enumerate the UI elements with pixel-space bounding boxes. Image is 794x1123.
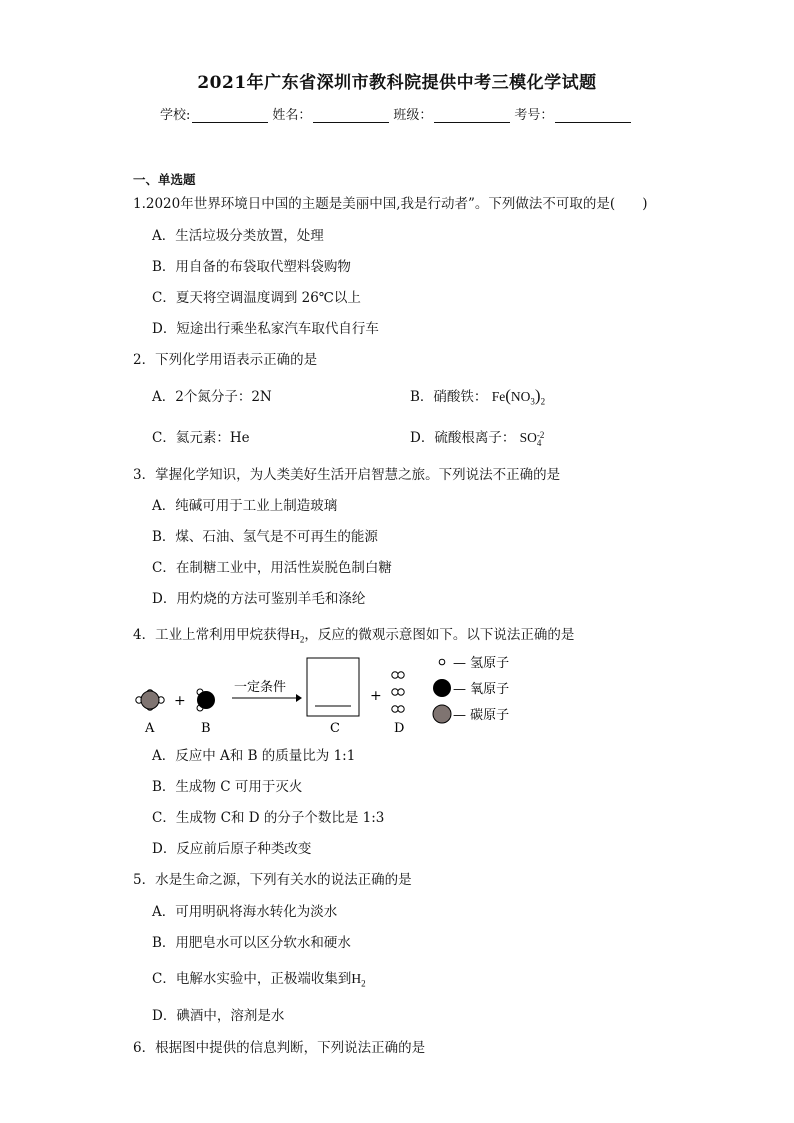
ferric-nitrate-formula: $Fe(NO_3)_2$ — [491, 386, 546, 407]
carbon-atom-icon — [433, 705, 451, 723]
name-field[interactable] — [272, 104, 389, 123]
class-field[interactable] — [393, 104, 510, 123]
school-label: 学校: — [160, 108, 191, 123]
name-blank[interactable] — [313, 108, 389, 123]
reaction-condition: 一定条件 — [234, 680, 287, 695]
plus-sign-1: + — [174, 693, 186, 709]
page-title: 2021年广东省深圳市教科院提供中考三模化学试题 — [197, 73, 597, 93]
molecule-b-water-icon — [197, 689, 215, 711]
q1-option-d[interactable]: D．短途出行乘坐私家汽车取代自行车 — [152, 321, 379, 337]
q3-option-d[interactable]: D．用灼烧的方法可鉴别羊毛和涤纶 — [152, 591, 366, 607]
q1-option-a[interactable]: A．生活垃圾分类放置，处理 — [152, 228, 324, 244]
q5-option-a[interactable]: A．可用明矾将海水转化为淡水 — [152, 904, 338, 920]
question-6-stem: 6．根据图中提供的信息判断，下列说法正确的是 — [133, 1040, 426, 1056]
q3-option-b[interactable]: B．煤、石油、氢气是不可再生的能源 — [152, 529, 378, 545]
q1-option-c[interactable]: C．夏天将空调温度调到 26℃以上 — [152, 290, 361, 306]
q2-option-d-label: D．硫酸根离子： — [410, 430, 516, 446]
sulfate-ion-formula: SO -2 4 — [519, 429, 545, 448]
molecule-d-hydrogen-icon — [392, 672, 404, 712]
exam-no-blank[interactable] — [555, 108, 631, 123]
class-blank[interactable] — [434, 108, 510, 123]
name-label: 姓名： — [272, 108, 312, 123]
school-blank[interactable] — [192, 108, 268, 123]
q4-option-d[interactable]: D．反应前后原子种类改变 — [152, 841, 312, 857]
legend — [433, 656, 509, 723]
exam-no-label: 考号： — [514, 108, 554, 123]
plus-sign-2: + — [370, 688, 382, 704]
label-c: C — [330, 721, 340, 736]
class-label: 班级： — [393, 108, 433, 123]
q2-option-b[interactable] — [410, 385, 545, 407]
hydrogen-atom-icon — [439, 659, 445, 665]
product-c-box — [307, 658, 359, 716]
section-heading: 一、单选题 — [133, 172, 196, 187]
q4-option-a[interactable]: A．反应中 A和 B 的质量比为 1:1 — [152, 748, 356, 764]
exam-no-field[interactable] — [514, 104, 631, 123]
q2-option-d[interactable] — [410, 426, 544, 447]
hydrogen-formula: $H_2$ — [290, 627, 305, 645]
q5-option-d[interactable]: D．碘酒中，溶剂是水 — [152, 1008, 285, 1024]
school-field[interactable] — [160, 104, 268, 123]
oxygen-atom-icon — [433, 679, 451, 697]
question-2-stem: 2．下列化学用语表示正确的是 — [133, 352, 318, 368]
svg-text:— 氢原子: — 氢原子 — [453, 656, 510, 671]
label-d: D — [394, 721, 405, 736]
q5-option-c-label: C．电解水实验中，正极端收集到 — [152, 971, 352, 987]
question-5-stem: 5．水是生命之源，下列有关水的说法正确的是 — [133, 872, 412, 888]
h2-formula: $H_2$ — [351, 971, 366, 989]
q3-option-c[interactable]: C．在制糖工业中，用活性炭脱色制白糖 — [152, 560, 392, 576]
q5-option-c[interactable] — [152, 967, 366, 989]
question-1-stem: 1.2020年世界环境日中国的主题是美丽中国,我是行动者”。下列做法不可取的是( ) — [133, 196, 648, 212]
student-info-line — [160, 104, 635, 123]
label-b: B — [201, 721, 211, 736]
q1-option-b[interactable]: B．用自备的布袋取代塑料袋购物 — [152, 259, 351, 275]
q2-option-a[interactable]: A．2个氮分子：2N — [152, 389, 272, 405]
svg-text:— 氧原子: — 氧原子 — [453, 682, 510, 697]
q5-option-b[interactable]: B．用肥皂水可以区分软水和硬水 — [152, 935, 351, 951]
svg-text:— 碳原子: — 碳原子 — [453, 708, 510, 723]
q3-option-a[interactable]: A．纯碱可用于工业上制造玻璃 — [152, 498, 338, 514]
label-a: A — [145, 721, 155, 736]
reaction-diagram — [130, 650, 550, 740]
q2-option-b-label: B．硝酸铁： — [410, 389, 488, 405]
molecule-a-methane-icon — [136, 690, 164, 710]
q4-option-c[interactable]: C．生成物 C和 D 的分子个数比是 1:3 — [152, 810, 385, 826]
question-3-stem: 3．掌握化学知识，为人类美好生活开启智慧之旅。下列说法不正确的是 — [133, 467, 561, 483]
q4-option-b[interactable]: B．生成物 C 可用于灭火 — [152, 779, 303, 795]
q2-option-c[interactable]: C．氦元素：He — [152, 430, 250, 446]
question-4-stem: 4．工业上常利用甲烷获得$H_2$，反应的微观示意图如下。以下说法正确的是 — [133, 627, 575, 645]
